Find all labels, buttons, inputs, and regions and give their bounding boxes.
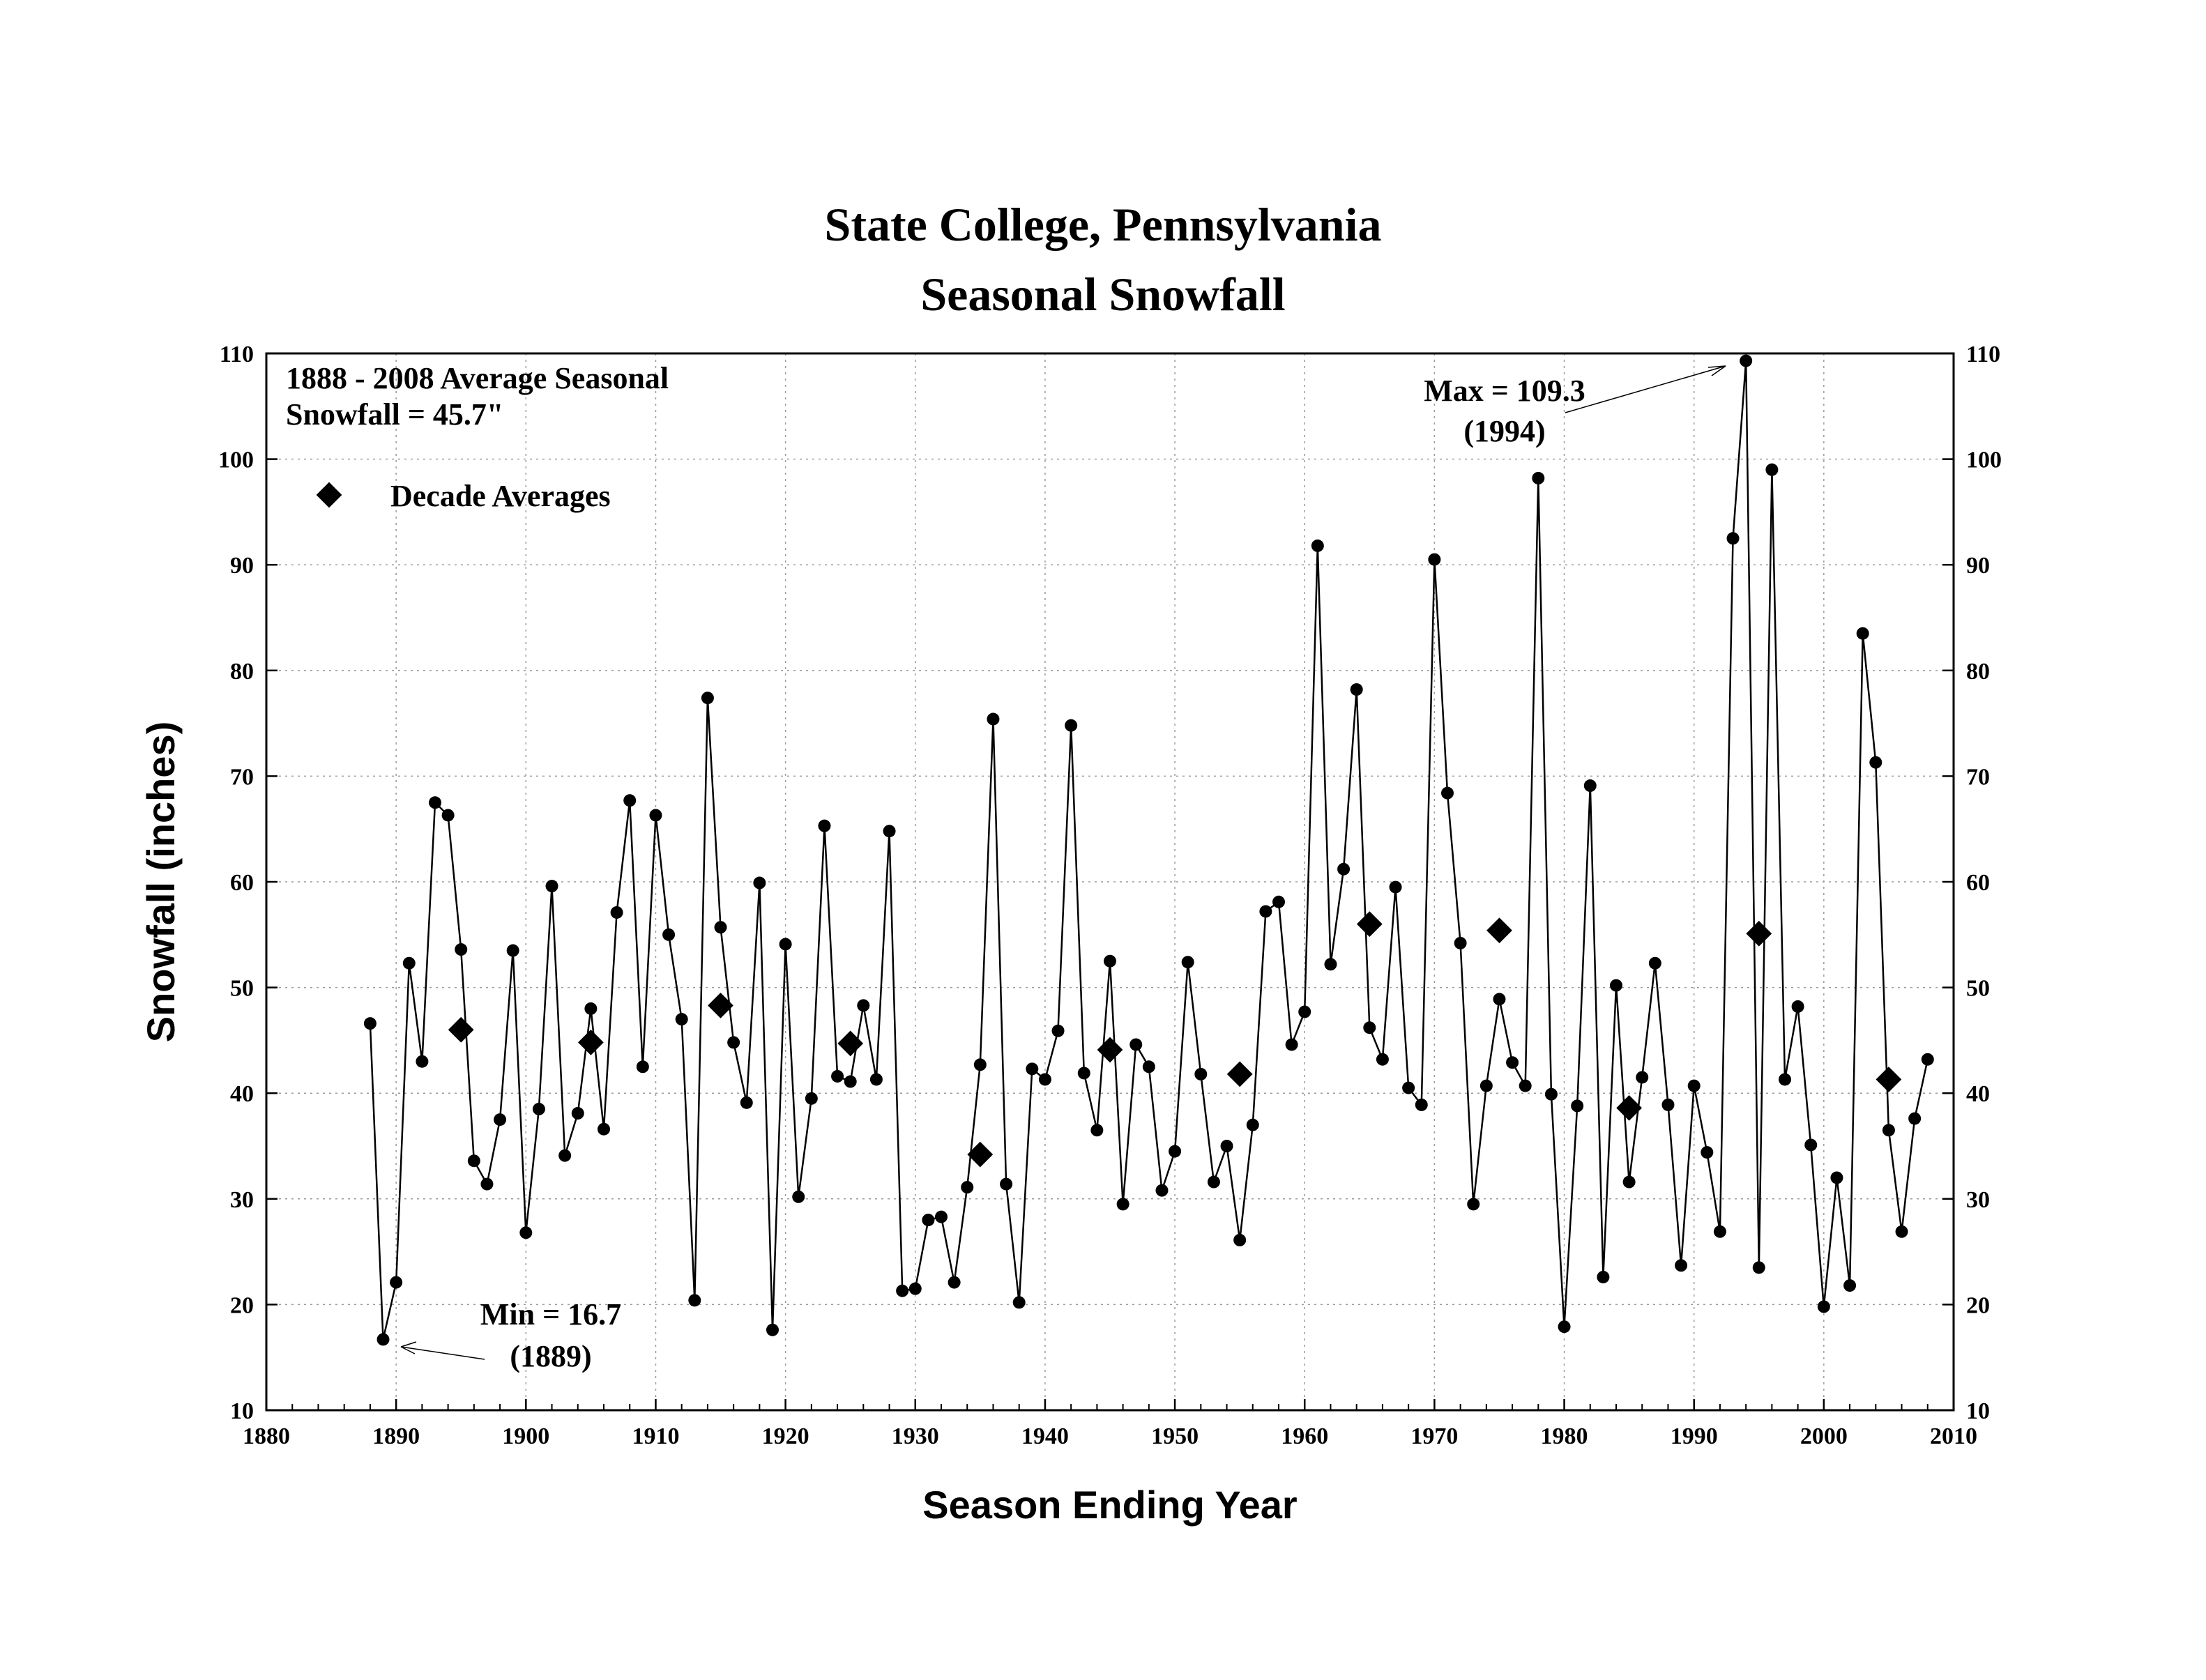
legend-diamond-marker [317,482,342,508]
y-tick-label-left: 80 [230,658,254,685]
data-point [1843,1279,1856,1292]
data-point [662,929,675,941]
data-point [1922,1053,1934,1066]
data-point [533,1103,545,1115]
data-point [727,1036,740,1048]
data-point [1830,1171,1843,1184]
data-point [974,1058,987,1071]
data-point [883,825,896,837]
data-point [546,880,558,892]
legend-average-note-line1: 1888 - 2008 Average Seasonal [286,361,669,395]
data-point [1026,1062,1038,1075]
data-point [1675,1259,1687,1272]
data-point [1194,1068,1207,1080]
data-point [948,1276,961,1289]
y-tick-label-left: 100 [218,447,254,473]
data-point [1169,1145,1181,1158]
data-point [1661,1099,1674,1111]
data-point [1324,958,1337,970]
data-point [1013,1296,1026,1308]
data-point [1636,1071,1648,1083]
data-point [1311,540,1324,552]
y-tick-label-left: 70 [230,764,254,791]
decade-average-marker [1227,1062,1253,1087]
max-label-line1: Max = 109.3 [1424,374,1585,408]
x-tick-label: 1980 [1540,1423,1588,1449]
legend-average-note-line2: Snowfall = 45.7" [286,397,504,432]
x-tick-label: 1940 [1021,1423,1069,1449]
y-tick-label-left: 30 [230,1186,254,1213]
data-point [805,1092,818,1105]
x-tick-label: 1900 [502,1423,550,1449]
decade-average-marker [1876,1067,1902,1092]
data-point [1532,472,1544,484]
data-point [519,1226,532,1239]
data-point [468,1154,480,1167]
min-label-line2: (1889) [510,1339,592,1373]
x-tick-label: 1950 [1151,1423,1199,1449]
x-tick-label: 1880 [243,1423,290,1449]
data-point [1221,1140,1233,1152]
data-point [896,1285,908,1297]
decade-average-marker [837,1031,863,1057]
y-tick-label-left: 60 [230,870,254,896]
data-point [390,1276,402,1289]
data-point [494,1113,506,1126]
data-point [1506,1056,1519,1069]
x-axis-label: Season Ending Year [922,1483,1298,1527]
data-point [961,1181,973,1193]
decade-average-marker [708,993,733,1018]
x-tick-label: 2000 [1800,1423,1848,1449]
data-point [1454,937,1467,949]
x-tick-label: 1990 [1670,1423,1718,1449]
y-tick-label-right: 30 [1966,1186,1990,1213]
data-point [740,1097,753,1109]
data-point [935,1211,948,1223]
data-point [416,1055,428,1068]
chart-subtitle: Seasonal Snowfall [920,268,1286,321]
data-point [364,1017,376,1030]
data-point [1896,1225,1908,1238]
data-point [1441,787,1454,800]
y-tick-label-left: 40 [230,1081,254,1108]
data-point [429,796,441,809]
data-point [1233,1234,1246,1246]
data-point [1714,1225,1726,1238]
y-tick-label-right: 40 [1966,1081,1990,1108]
data-point [1363,1021,1376,1034]
data-point [1000,1178,1012,1191]
data-point [1467,1198,1479,1210]
data-point [403,957,416,970]
y-tick-label-right: 110 [1966,342,2001,367]
data-point [1688,1080,1701,1092]
max-label-line2: (1994) [1463,414,1546,448]
data-point [779,938,792,950]
data-point [1480,1080,1493,1092]
data-point [507,945,519,957]
data-point [1208,1176,1220,1189]
data-point [1519,1080,1532,1092]
y-tick-label-right: 20 [1966,1292,1990,1319]
y-tick-label-right: 10 [1966,1398,1990,1424]
data-point [844,1076,857,1088]
y-tick-label-left: 50 [230,975,254,1002]
data-point [1908,1113,1921,1125]
data-point [1701,1146,1713,1159]
data-point [1390,881,1402,894]
min-label-line1: Min = 16.7 [480,1297,622,1331]
data-point [1818,1300,1830,1313]
data-point [1337,863,1350,876]
max-arrow-head [1708,366,1726,376]
data-point [1065,719,1077,732]
data-point [455,943,467,956]
data-point [1779,1073,1791,1085]
min-annotation [401,1297,621,1373]
data-point [584,1002,597,1015]
data-point [442,809,455,821]
max-annotation [1424,366,1726,448]
data-point [637,1060,649,1073]
data-point [377,1333,390,1345]
decade-average-marker [1746,921,1772,947]
chart-title: State College, Pennsylvania [824,198,1382,251]
data-point [1558,1320,1571,1333]
data-point [870,1073,883,1085]
y-tick-label-right: 70 [1966,764,1990,791]
y-tick-label-right: 90 [1966,553,1990,579]
data-point [1143,1060,1155,1073]
data-point [1052,1025,1065,1037]
data-point [909,1283,922,1295]
data-point [1129,1038,1142,1051]
data-point [1869,756,1882,769]
data-point [1078,1067,1090,1079]
y-axis-label: Snowfall (inches) [139,721,183,1043]
data-point [1753,1261,1765,1274]
data-point [611,906,623,919]
y-tick-label-right: 50 [1966,975,1990,1002]
data-point [1039,1073,1051,1085]
decade-average-marker [1357,911,1383,937]
x-tick-label: 1930 [891,1423,939,1449]
data-point [831,1070,844,1083]
data-point [598,1123,610,1136]
data-point [1117,1198,1129,1210]
data-point [1740,355,1752,367]
data-point [1155,1184,1168,1197]
data-point [1259,905,1272,917]
data-point [1623,1176,1636,1189]
data-point [1402,1082,1415,1094]
data-point [1765,464,1778,476]
data-point [1247,1119,1259,1131]
y-tick-label-left: 90 [230,553,254,579]
data-point [1104,955,1116,968]
data-point [1415,1099,1428,1111]
data-point [857,999,869,1011]
data-point [1298,1005,1311,1018]
data-point [1545,1088,1558,1101]
data-point [987,713,999,726]
x-tick-label: 1910 [632,1423,680,1449]
data-point [1792,1000,1804,1013]
data-point [753,877,766,889]
data-point [1182,956,1194,968]
data-point [1584,779,1597,792]
decade-average-marker [1486,917,1512,943]
data-point [676,1013,688,1025]
decade-average-marker [1097,1037,1123,1063]
decade-average-marker [578,1030,604,1055]
data-point [480,1178,493,1191]
data-point [1376,1053,1389,1066]
data-point [1857,627,1869,640]
data-point [623,794,636,807]
x-tick-label: 1960 [1281,1423,1329,1449]
y-tick-label-left: 10 [230,1398,254,1424]
x-tick-label: 1970 [1410,1423,1459,1449]
x-tick-label: 2010 [1930,1423,1977,1449]
y-tick-label-right: 100 [1966,447,2002,473]
data-point [766,1324,779,1336]
data-point [715,921,727,933]
x-tick-label: 1920 [761,1423,809,1449]
legend [286,361,669,513]
data-point [1090,1124,1103,1136]
data-point [701,692,714,704]
data-point [558,1150,571,1162]
data-point [1493,993,1505,1005]
data-point [1351,683,1363,696]
data-point [792,1191,805,1203]
data-point [649,809,662,821]
y-tick-label-left: 20 [230,1292,254,1319]
data-point [688,1294,701,1306]
y-tick-label-right: 80 [1966,658,1990,685]
x-tick-label: 1890 [372,1423,420,1449]
max-arrow-line [1565,366,1726,413]
data-point [1272,896,1285,908]
data-point [1882,1124,1895,1136]
data-point [1727,532,1740,544]
data-point [1597,1271,1609,1283]
data-point [1610,979,1622,992]
data-point [818,820,830,832]
data-point [1428,553,1440,566]
legend-decade-label: Decade Averages [390,479,611,513]
data-point [1571,1099,1583,1112]
data-point [922,1214,934,1226]
data-point [1649,957,1661,970]
decade-average-marker [448,1017,474,1043]
data-point [1286,1038,1298,1051]
decade-average-marker [1616,1095,1642,1121]
data-point [572,1107,584,1120]
y-tick-label-left: 110 [219,342,254,367]
data-point [1804,1138,1817,1151]
y-tick-label-right: 60 [1966,870,1990,896]
